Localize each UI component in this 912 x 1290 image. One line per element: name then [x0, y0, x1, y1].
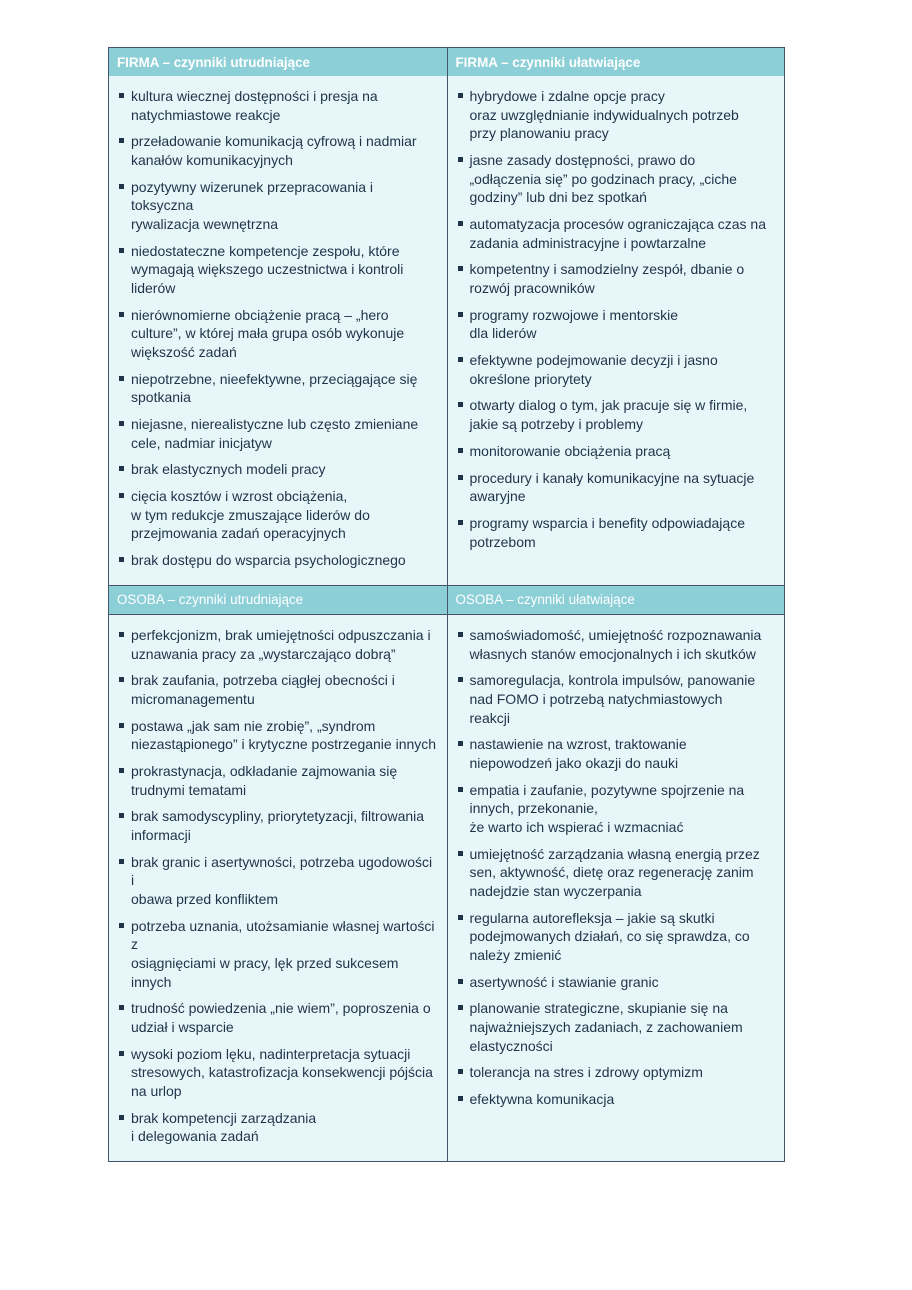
list-item-text: trudność powiedzenia „nie wiem”, poproszenia o udział i wsparcie: [131, 1000, 431, 1035]
list-item-text: regularna autorefleksja – jakie są skutki podejmowanych działań, co się sprawdza, co należy zmienić: [469, 909, 750, 963]
factors-table: [108, 47, 785, 1162]
list-item: [456, 215, 777, 252]
list-item: [117, 1045, 439, 1101]
osoba-facilitating-cell: [447, 615, 785, 1161]
list-item-text: jasne zasady dostępności, prawo do „odłączenia się” po godzinach pracy, „ciche godziny” lub dni bez spotkań: [469, 151, 737, 206]
list-item: [117, 551, 439, 570]
firma-facilitating-cell: [447, 76, 785, 585]
list-item: [456, 671, 777, 727]
list-item: [456, 1090, 777, 1109]
list-item: [117, 87, 439, 124]
list-item: [117, 671, 439, 708]
list-item-text: samoregulacja, kontrola impulsów, panowanie nad FOMO i potrzebą natychmiastowych reakcji: [469, 672, 756, 726]
list-item-text: brak granic i asertywności, potrzeba ugodowości i obawa przed konfliktem: [131, 853, 433, 907]
list-item-text: niepotrzebne, nieefektywne, przeciągające się spotkania: [131, 370, 418, 406]
list-item: [456, 87, 777, 143]
list-item: [117, 762, 439, 799]
list-item-text: automatyzacja procesów ograniczająca czas na zadania administracyjne i powtarzalne: [469, 215, 766, 251]
list-item-text: procedury i kanały komunikacyjne na sytuacje awaryjne: [469, 469, 755, 505]
list-item-text: tolerancja na stres i zdrowy optymizm: [469, 1064, 703, 1081]
list-item: [456, 845, 777, 901]
list-item: [117, 178, 439, 234]
list-item-text: efektywne podejmowanie decyzji i jasno określone priorytety: [469, 352, 718, 387]
list-item-text: prokrastynacja, odkładanie zajmowania się trudnymi tematami: [131, 763, 398, 798]
list-item-text: brak samodyscypliny, priorytetyzacji, filtrowania informacji: [131, 808, 425, 844]
list-item: [456, 396, 777, 433]
list-item: [117, 999, 439, 1036]
list-item-text: programy rozwojowe i mentorskie dla liderów: [469, 306, 679, 342]
list-item-text: samoświadomość, umiejętność rozpoznawania własnych stanów emocjonalnych i ich skutków: [469, 626, 762, 662]
list-item: [117, 1109, 439, 1146]
list-item-text: nierównomierne obciążenie pracą – „hero culture”, w której mała grupa osób wykonuje większość zadań: [131, 306, 405, 360]
list-item: [456, 973, 777, 992]
list-item: [456, 260, 777, 297]
osoba-hindering-list: [117, 626, 439, 1146]
list-item: [456, 514, 777, 551]
list-item-text: otwarty dialog o tym, jak pracuje się w firmie, jakie są potrzeby i problemy: [469, 397, 748, 433]
list-item: [117, 460, 439, 479]
list-item: [117, 132, 439, 169]
osoba-facilitating-header: OSOBA – czynniki ułatwiające: [447, 586, 785, 614]
list-item-text: umiejętność zarządzania własną energią przez sen, aktywność, dietę oraz regenerację zanim nadejdzie stan wyczerpania: [469, 845, 760, 899]
list-item: [456, 351, 777, 388]
list-item: [117, 242, 439, 298]
list-item: [456, 151, 777, 207]
list-item-text: efektywna komunikacja: [469, 1091, 615, 1108]
osoba-hindering-cell: [109, 615, 447, 1161]
firma-hindering-header: FIRMA – czynniki utrudniające: [117, 54, 310, 70]
list-item-text: nastawienie na wzrost, traktowanie niepowodzeń jako okazji do nauki: [469, 736, 687, 771]
list-item: [456, 626, 777, 663]
osoba-body-row: [109, 614, 784, 1161]
list-item-text: monitorowanie obciążenia pracą: [469, 442, 671, 459]
list-item-text: brak dostępu do wsparcia psychologicznego: [131, 552, 406, 569]
list-item: [117, 306, 439, 362]
list-item: [117, 626, 439, 663]
list-item-text: postawa „jak sam nie zrobię”, „syndrom niezastąpionego” i krytyczne postrzeganie innych: [131, 717, 437, 753]
list-item: [117, 370, 439, 407]
list-item-text: perfekcjonizm, brak umiejętności odpuszczania i uznawania pracy za „wystarczająco dobrą”: [131, 626, 431, 662]
list-item-text: empatia i zaufanie, pozytywne spojrzenie na innych, przekonanie, że warto ich wspierać i wzmacniać: [469, 781, 745, 835]
firma-header-row: [109, 48, 784, 76]
list-item-text: przeładowanie komunikacją cyfrową i nadmiar kanałów komunikacyjnych: [131, 133, 417, 168]
list-item: [117, 487, 439, 543]
list-item: [117, 415, 439, 452]
list-item: [117, 807, 439, 844]
firma-hindering-list: [117, 87, 439, 570]
firma-body-row: [109, 76, 784, 585]
list-item-text: asertywność i stawianie granic: [469, 973, 659, 990]
list-item: [456, 909, 777, 965]
list-item-text: niedostateczne kompetencje zespołu, które wymagają większego uczestnictwa i kontroli liderów: [131, 242, 404, 296]
list-item-text: brak elastycznych modeli pracy: [131, 461, 326, 478]
list-item: [456, 469, 777, 506]
list-item-text: brak zaufania, potrzeba ciągłej obecności i micromanagementu: [131, 672, 395, 707]
list-item: [117, 917, 439, 991]
list-item-text: hybrydowe i zdalne opcje pracy oraz uwzględnianie indywidualnych potrzeb przy planowaniu pracy: [469, 88, 739, 142]
list-item: [117, 717, 439, 754]
list-item-text: niejasne, nierealistyczne lub często zmieniane cele, nadmiar inicjatyw: [131, 416, 419, 451]
list-item: [456, 781, 777, 837]
list-item-text: pozytywny wizerunek przepracowania i toksyczna rywalizacja wewnętrzna: [131, 178, 373, 232]
list-item-text: wysoki poziom lęku, nadinterpretacja sytuacji stresowych, katastrofizacja konsekwencji pójścia na urlop: [131, 1045, 433, 1099]
list-item: [456, 306, 777, 343]
list-item: [456, 442, 777, 461]
list-item: [456, 1063, 777, 1082]
osoba-hindering-header: OSOBA – czynniki utrudniające: [117, 592, 304, 608]
list-item-text: potrzeba uznania, utożsamianie własnej wartości z osiągnięciami w pracy, lęk przed sukcesem innych: [131, 917, 435, 990]
osoba-facilitating-list: [456, 626, 777, 1109]
list-item-text: planowanie strategiczne, skupianie się na najważniejszych zadaniach, z zachowaniem elastyczności: [469, 1000, 743, 1054]
firma-facilitating-header: FIRMA – czynniki ułatwiające: [447, 48, 785, 76]
firma-hindering-cell: [109, 76, 447, 585]
list-item-text: programy wsparcia i benefity odpowiadające potrzebom: [469, 514, 745, 550]
osoba-header-row: [109, 585, 784, 614]
list-item: [456, 999, 777, 1055]
list-item: [117, 853, 439, 909]
list-item-text: cięcia kosztów i wzrost obciążenia, w tym redukcje zmuszające liderów do przejmowania zadań operacyjnych: [131, 488, 370, 542]
list-item: [456, 735, 777, 772]
list-item-text: brak kompetencji zarządzania i delegowania zadań: [131, 1109, 317, 1145]
firma-facilitating-list: [456, 87, 777, 551]
list-item-text: kultura wiecznej dostępności i presja na natychmiastowe reakcje: [131, 88, 378, 123]
list-item-text: kompetentny i samodzielny zespół, dbanie o rozwój pracowników: [469, 261, 745, 296]
